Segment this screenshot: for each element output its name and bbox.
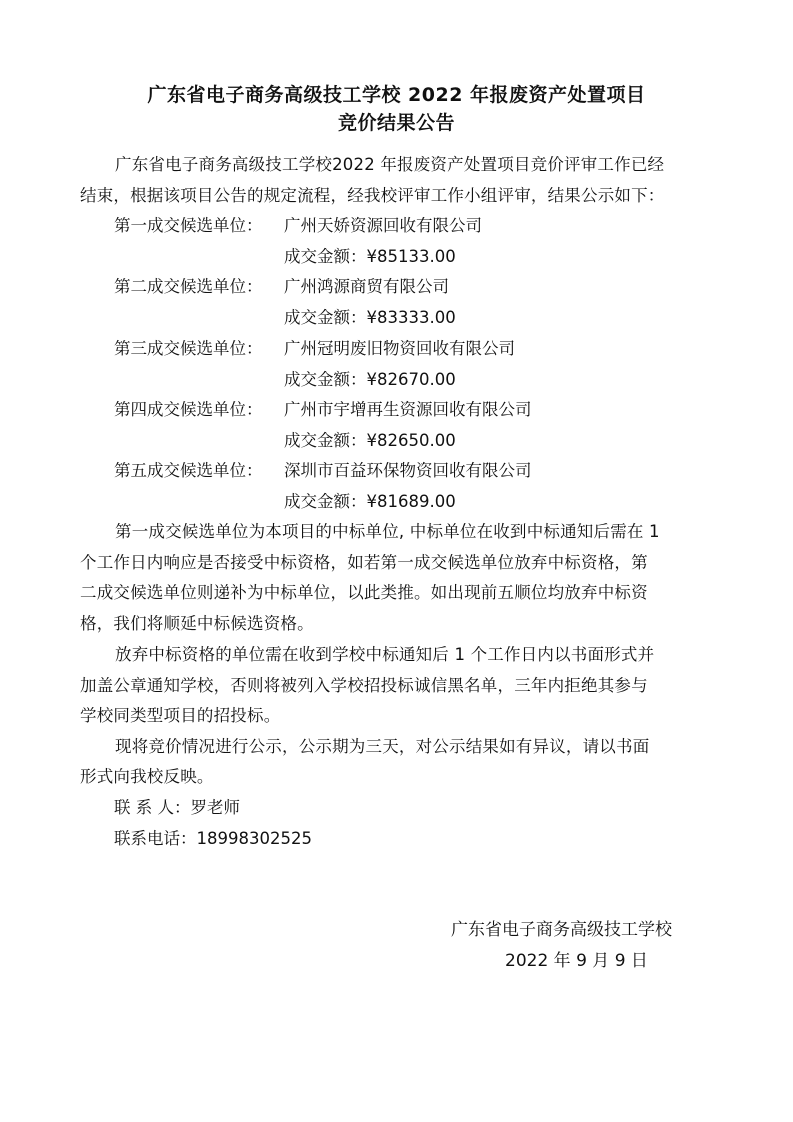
candidate-5-company: 深圳市百益环保物资回收有限公司 [284, 461, 532, 480]
candidate-4-amount-row [284, 429, 456, 453]
candidate-3-label: 第三成交候选单位： [114, 339, 263, 358]
candidate-3-amount-row [284, 368, 456, 392]
candidate-3-amount-label: 成交金额： [284, 370, 367, 389]
para2-line3: 二成交候选单位则递补为中标单位，以此类推。如出现前五顺位均放弃中标资 [80, 583, 648, 602]
contact-person: 罗老师 [190, 798, 240, 817]
candidate-2-amount-row [284, 306, 456, 330]
contact-phone-row [114, 827, 312, 851]
notice-title-line2: 竞价结果公告 [337, 112, 455, 134]
signature-date: 2022 年 9 月 9 日 [505, 951, 648, 971]
candidate-1-label: 第一成交候选单位： [114, 216, 263, 235]
para2-line1: 第一成交候选单位为本项目的中标单位, 中标单位在收到中标通知后需在 1 [115, 522, 660, 541]
para4-line1: 现将竞价情况进行公示，公示期为三天，对公示结果如有异议，请以书面 [115, 737, 650, 756]
candidate-3-amount: ¥82670.00 [366, 370, 456, 389]
candidate-1-amount-label: 成交金额： [284, 247, 367, 266]
candidate-3-company: 广州冠明废旧物资回收有限公司 [284, 339, 515, 358]
candidate-2-company: 广州鸿源商贸有限公司 [284, 277, 449, 296]
contact-phone: 18998302525 [196, 829, 312, 848]
candidate-5-amount-row [284, 490, 456, 514]
candidate-5-label: 第五成交候选单位： [114, 461, 263, 480]
contact-phone-label: 联系电话： [114, 829, 197, 848]
para3-line1: 放弃中标资格的单位需在收到学校中标通知后 1 个工作日内以书面形式并 [115, 645, 655, 664]
candidate-2-label: 第二成交候选单位： [114, 277, 263, 296]
candidate-4-label: 第四成交候选单位： [114, 400, 263, 419]
candidate-1-amount-row [284, 245, 456, 269]
candidate-5-amount-label: 成交金额： [284, 492, 367, 511]
intro-line1: 广东省电子商务高级技工学校2022 年报废资产处置项目竞价评审工作已经 [115, 155, 665, 174]
contact-person-row [114, 796, 240, 820]
candidate-4-company: 广州市宇增再生资源回收有限公司 [284, 400, 532, 419]
para2-line4: 格，我们将顺延中标候选资格。 [80, 614, 314, 633]
candidate-5-amount: ¥81689.00 [366, 492, 456, 511]
candidate-1-company: 广州天娇资源回收有限公司 [284, 216, 482, 235]
para2-line2: 个工作日内响应是否接受中标资格，如若第一成交候选单位放弃中标资格，第 [80, 553, 648, 572]
intro-line2: 结束，根据该项目公告的规定流程，经我校评审工作小组评审，结果公示如下： [80, 186, 665, 205]
para3-line3: 学校同类型项目的招投标。 [80, 706, 281, 725]
candidate-2-amount-label: 成交金额： [284, 308, 367, 327]
para4-line2: 形式向我校反映。 [80, 767, 214, 786]
candidate-1-amount: ¥85133.00 [366, 247, 456, 266]
signature-org: 广东省电子商务高级技工学校 [451, 920, 672, 940]
candidate-4-amount-label: 成交金额： [284, 431, 367, 450]
candidate-2-amount: ¥83333.00 [366, 308, 456, 327]
para3-line2: 加盖公章通知学校，否则将被列入学校招投标诚信黑名单，三年内拒绝其参与 [80, 676, 648, 695]
contact-person-label: 联 系 人： [114, 798, 191, 817]
notice-title-line1: 广东省电子商务高级技工学校 2022 年报废资产处置项目 [147, 84, 646, 106]
candidate-4-amount: ¥82650.00 [366, 431, 456, 450]
